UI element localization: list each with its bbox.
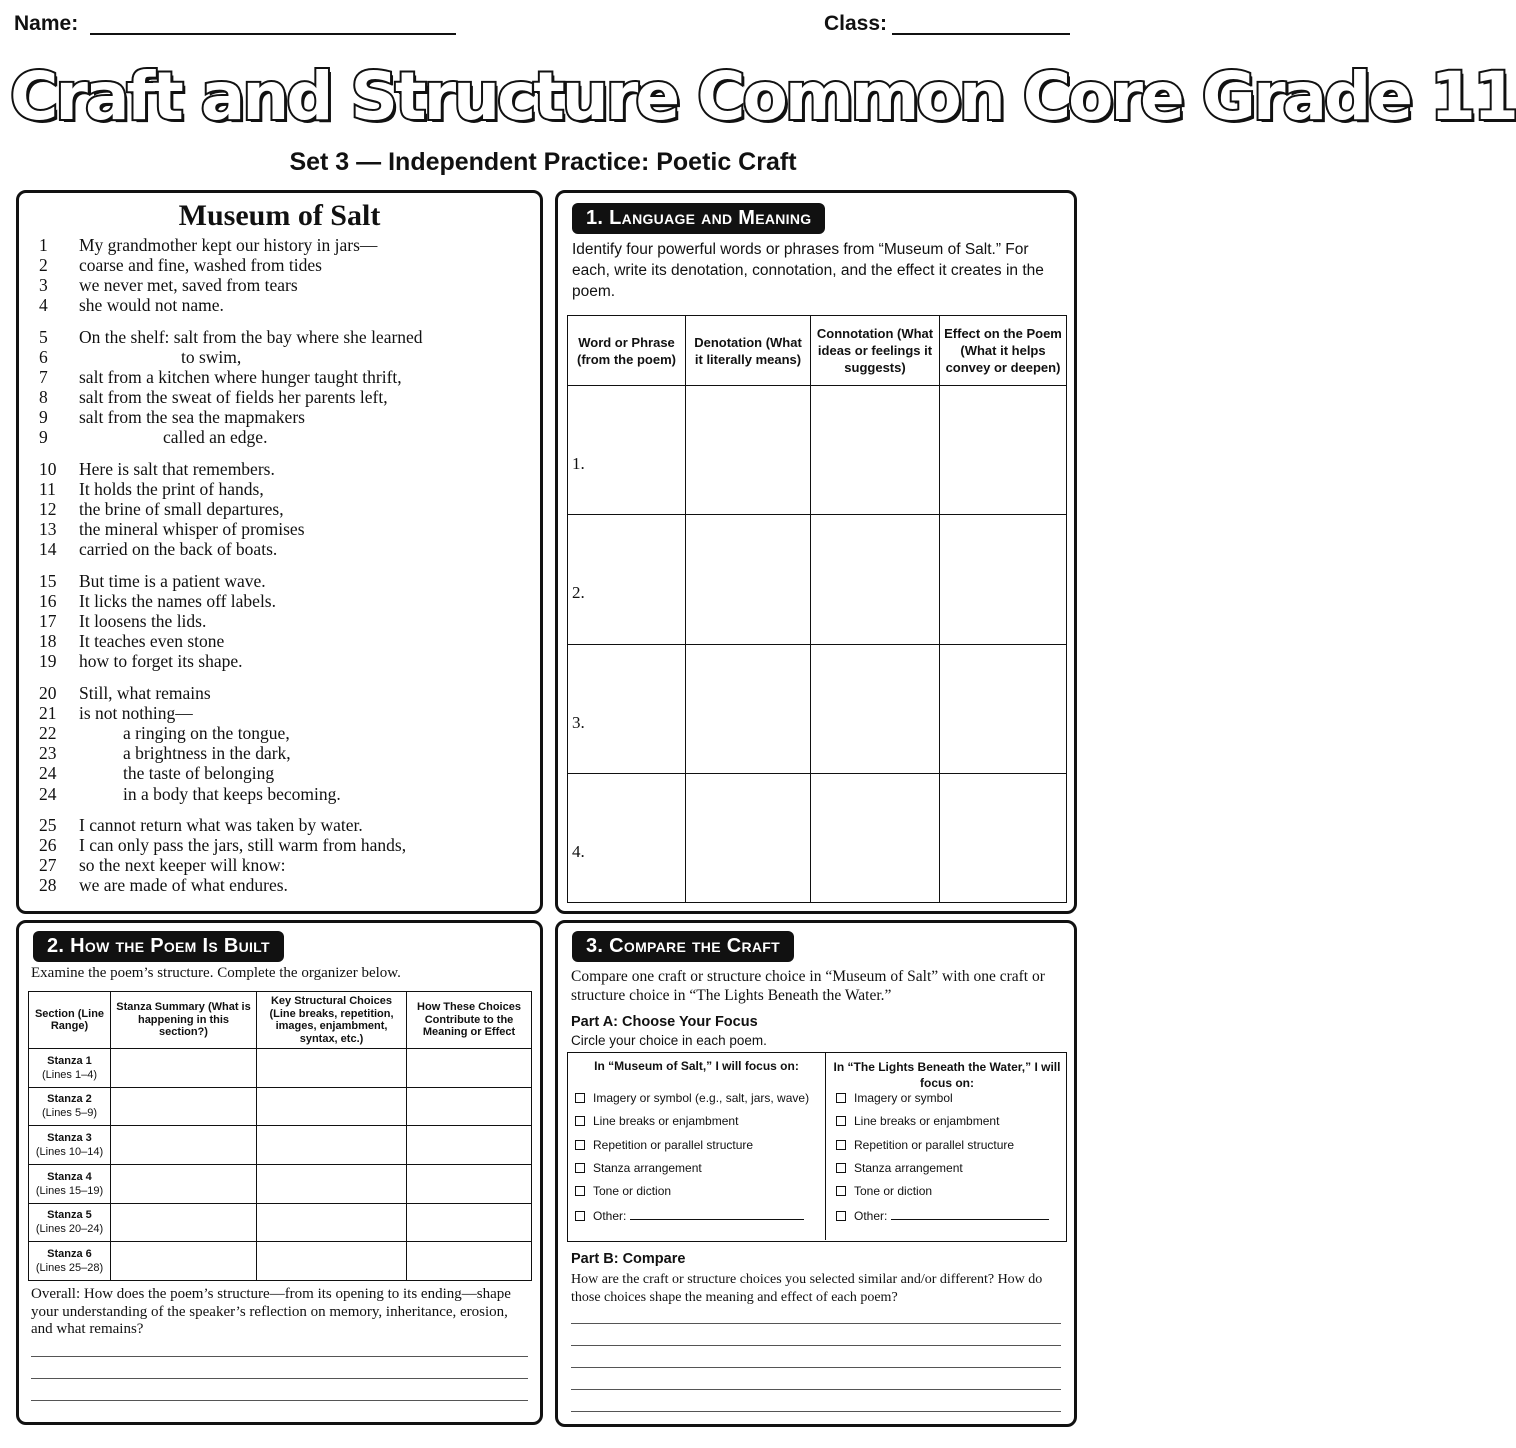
answer-cell[interactable] — [111, 1126, 257, 1165]
stanza-row-label: Stanza 1 (Lines 1–4) — [29, 1049, 111, 1088]
language-meaning-panel — [555, 190, 1077, 914]
part-b-title: Part B: Compare — [571, 1251, 686, 1267]
section3-heading: 3. Compare the Craft — [572, 931, 794, 962]
option-label: Stanza arrangement — [593, 1160, 702, 1175]
answer-cell[interactable] — [407, 1242, 532, 1281]
answer-cell[interactable] — [811, 773, 940, 902]
stanza-row-label: Stanza 5 (Lines 20–24) — [29, 1203, 111, 1242]
poem-line: is not nothing— — [79, 703, 193, 724]
poem-line: Still, what remains — [79, 683, 211, 703]
answer-cell[interactable] — [686, 515, 811, 644]
poem-line: Here is salt that remembers. — [79, 459, 275, 479]
line-number: 23 — [39, 743, 57, 764]
row-number: 2. — [568, 515, 686, 644]
checkbox-icon[interactable] — [836, 1186, 846, 1196]
poem-panel — [16, 190, 543, 914]
focus-option[interactable] — [836, 1161, 963, 1175]
worksheet-subtitle: Set 3 — Independent Practice: Poetic Craft — [289, 148, 797, 176]
poem-line: how to forget its shape. — [79, 651, 243, 672]
line-number: 14 — [39, 539, 57, 560]
col-word-phrase: Word or Phrase (from the poem) — [568, 316, 686, 386]
answer-line[interactable] — [571, 1389, 1061, 1390]
answer-cell[interactable] — [940, 644, 1067, 773]
answer-line[interactable] — [571, 1323, 1061, 1324]
line-number: 10 — [39, 459, 57, 479]
line-number: 15 — [39, 571, 57, 591]
poem-line: she would not name. — [79, 295, 224, 316]
poem-line: On the shelf: salt from the bay where she learned — [79, 326, 423, 347]
row-number: 1. — [568, 386, 686, 515]
structure-panel — [16, 920, 543, 1425]
checkbox-icon[interactable] — [575, 1093, 585, 1103]
other-blank[interactable] — [891, 1208, 1049, 1220]
answer-line[interactable] — [571, 1367, 1061, 1368]
answer-cell[interactable] — [686, 386, 811, 515]
checkbox-icon[interactable] — [836, 1116, 846, 1126]
answer-line[interactable] — [31, 1378, 528, 1379]
option-label: Imagery or symbol (e.g., salt, jars, wave) — [593, 1091, 810, 1105]
poem-line: the mineral whisper of promises — [79, 519, 305, 540]
answer-cell[interactable] — [257, 1164, 407, 1203]
answer-line[interactable] — [31, 1400, 528, 1401]
option-label: Line breaks or enjambment — [593, 1114, 739, 1129]
option-label: Tone or diction — [854, 1184, 933, 1199]
line-number: 17 — [39, 611, 57, 632]
answer-cell[interactable] — [811, 644, 940, 773]
answer-line[interactable] — [571, 1411, 1061, 1412]
line-number: 4 — [39, 295, 48, 316]
answer-cell[interactable] — [407, 1203, 532, 1242]
checkbox-icon[interactable] — [575, 1186, 585, 1196]
answer-cell[interactable] — [257, 1049, 407, 1088]
option-label: Tone or diction — [593, 1184, 672, 1199]
line-number: 24 — [39, 783, 57, 804]
line-number: 19 — [39, 651, 57, 672]
checkbox-icon[interactable] — [575, 1116, 585, 1126]
answer-cell[interactable] — [111, 1242, 257, 1281]
worksheet-title: Craft and Structure Common Core Grade 11 — [10, 58, 1516, 135]
focus-option[interactable] — [836, 1208, 1049, 1223]
part-a-title: Part A: Choose Your Focus — [571, 1014, 758, 1030]
checkbox-icon[interactable] — [836, 1140, 846, 1150]
divider — [825, 1053, 826, 1240]
poem-line: the brine of small departures, — [79, 499, 284, 520]
part-b-instructions: How are the craft or structure choices you selected similar and/or different? How do those choices shape the meaning and effect of each poem? — [571, 1272, 1043, 1305]
answer-cell[interactable] — [111, 1049, 257, 1088]
structure-organizer-table — [28, 991, 532, 1281]
answer-cell[interactable] — [111, 1087, 257, 1126]
line-number: 5 — [39, 326, 48, 347]
line-number: 27 — [39, 855, 57, 876]
focus-option[interactable] — [575, 1091, 809, 1105]
name-label: Name: — [14, 12, 79, 35]
checkbox-icon[interactable] — [836, 1163, 846, 1173]
focus-choice-box — [567, 1052, 1067, 1242]
option-label: Stanza arrangement — [854, 1160, 963, 1175]
checkbox-icon[interactable] — [575, 1163, 585, 1173]
answer-cell[interactable] — [407, 1164, 532, 1203]
line-number: 20 — [39, 683, 57, 703]
checkbox-icon[interactable] — [575, 1140, 585, 1150]
focus-option[interactable] — [836, 1138, 1014, 1152]
poem-line: a ringing on the tongue, — [123, 723, 290, 744]
col-summary: Stanza Summary (What is happening in this section?) — [111, 992, 257, 1049]
focus-option[interactable] — [836, 1114, 999, 1128]
answer-cell[interactable] — [940, 386, 1067, 515]
line-number: 11 — [39, 479, 56, 500]
class-label: Class: — [824, 12, 888, 35]
line-number: 9 — [39, 407, 48, 428]
option-label: Repetition or parallel structure — [854, 1137, 1015, 1152]
line-number: 3 — [39, 275, 48, 296]
focus-option[interactable] — [575, 1161, 702, 1175]
line-number: 13 — [39, 519, 57, 540]
line-number: 21 — [39, 703, 57, 724]
answer-cell[interactable] — [257, 1242, 407, 1281]
answer-cell[interactable] — [811, 515, 940, 644]
answer-cell[interactable] — [257, 1203, 407, 1242]
stanza-row-label: Stanza 3 (Lines 10–14) — [29, 1126, 111, 1165]
left-focus-header: In “Museum of Salt,” I will focus on: — [594, 1059, 799, 1073]
answer-cell[interactable] — [811, 386, 940, 515]
focus-option[interactable] — [836, 1091, 953, 1105]
option-label: Imagery or symbol — [854, 1091, 953, 1105]
row-number: 4. — [568, 773, 686, 902]
section1-heading: 1. Language and Meaning — [572, 203, 825, 234]
col-effect: Effect on the Poem (What it helps convey or deepen) — [940, 316, 1067, 386]
line-number: 26 — [39, 835, 57, 856]
line-number: 28 — [39, 875, 57, 896]
section3-instructions: Compare one craft or structure choice in “Museum of Salt” with one craft or structure choice in “The Lights Beneath the Water.” — [571, 968, 1045, 1004]
poem-line: salt from a kitchen where hunger taught thrift, — [79, 367, 402, 388]
answer-cell[interactable] — [686, 644, 811, 773]
answer-line[interactable] — [31, 1356, 528, 1357]
line-number: 9 — [39, 427, 48, 448]
language-meaning-table — [567, 315, 1067, 903]
poem-line: It loosens the lids. — [79, 611, 207, 632]
line-number: 1 — [39, 235, 48, 255]
poem-line: salt from the sea the mapmakers — [79, 407, 305, 428]
answer-line[interactable] — [571, 1345, 1061, 1346]
focus-option[interactable] — [575, 1114, 738, 1128]
poem-line: salt from the sweat of fields her parents left, — [79, 387, 388, 408]
row-number: 3. — [568, 644, 686, 773]
line-number: 18 — [39, 631, 57, 652]
poem-line: carried on the back of boats. — [79, 539, 278, 560]
poem-line: It teaches even stone — [79, 631, 225, 652]
line-number: 12 — [39, 499, 57, 520]
answer-cell[interactable] — [111, 1203, 257, 1242]
name-field[interactable] — [90, 33, 456, 35]
stanza-row-label: Stanza 6 (Lines 25–28) — [29, 1242, 111, 1281]
right-focus-header: In “The Lights Beneath the Water,” I will focus on: — [833, 1060, 1061, 1090]
focus-option[interactable] — [575, 1208, 804, 1223]
poem-line: coarse and fine, washed from tides — [79, 255, 322, 276]
answer-cell[interactable] — [407, 1087, 532, 1126]
answer-cell[interactable] — [111, 1164, 257, 1203]
focus-option[interactable] — [575, 1138, 753, 1152]
line-number: 8 — [39, 387, 48, 408]
line-number: 7 — [39, 367, 48, 388]
col-structural-choices: Key Structural Choices (Line breaks, repetition, images, enjambment, syntax, etc.) — [257, 992, 407, 1049]
answer-cell[interactable] — [940, 773, 1067, 902]
line-number: 6 — [39, 347, 48, 367]
poem-title: Museum of Salt — [178, 199, 381, 232]
answer-cell[interactable] — [257, 1126, 407, 1165]
section2-instructions: Examine the poem’s structure. Complete the organizer below. — [31, 965, 401, 981]
option-label: Other: — [593, 1208, 627, 1223]
checkbox-icon[interactable] — [836, 1093, 846, 1103]
option-label: Other: — [854, 1208, 888, 1223]
option-label: Line breaks or enjambment — [854, 1114, 1000, 1129]
col-section: Section (Line Range) — [29, 992, 111, 1049]
poem-line: in a body that keeps becoming. — [123, 783, 341, 804]
line-number: 16 — [39, 591, 57, 612]
stanza-row-label: Stanza 4 (Lines 15–19) — [29, 1164, 111, 1203]
line-number: 25 — [39, 815, 57, 836]
checkbox-icon[interactable] — [836, 1211, 846, 1221]
section1-instructions: Identify four powerful words or phrases from “Museum of Salt.” For each, write its denotation, connotation, and the effect it creates in the poem. — [572, 241, 1044, 300]
poem-line: called an edge. — [163, 427, 268, 448]
line-number: 2 — [39, 255, 48, 276]
poem-line: we never met, saved from tears — [79, 275, 298, 296]
poem-line: the taste of belonging — [123, 763, 275, 784]
other-blank[interactable] — [630, 1208, 804, 1220]
line-number: 22 — [39, 723, 57, 744]
line-number: 24 — [39, 763, 57, 784]
focus-option[interactable] — [575, 1184, 671, 1198]
col-contribution: How These Choices Contribute to the Meaning or Effect — [407, 992, 532, 1049]
checkbox-icon[interactable] — [575, 1211, 585, 1221]
col-denotation: Denotation (What it literally means) — [686, 316, 811, 386]
class-field[interactable] — [892, 33, 1070, 35]
answer-cell[interactable] — [407, 1126, 532, 1165]
poem-line: But time is a patient wave. — [79, 571, 266, 591]
poem-line: I can only pass the jars, still warm from hands, — [79, 835, 407, 856]
answer-cell[interactable] — [686, 773, 811, 902]
option-label: Repetition or parallel structure — [593, 1137, 754, 1152]
answer-cell[interactable] — [257, 1087, 407, 1126]
poem-line: It holds the print of hands, — [79, 479, 264, 500]
poem-line: we are made of what endures. — [79, 875, 288, 896]
section2-heading: 2. How the Poem Is Built — [33, 931, 284, 962]
poem-line: to swim, — [181, 347, 242, 367]
focus-option[interactable] — [836, 1184, 932, 1198]
answer-cell[interactable] — [407, 1049, 532, 1088]
part-a-instructions: Circle your choice in each poem. — [571, 1033, 767, 1048]
poem-line: My grandmother kept our history in jars— — [79, 235, 378, 255]
col-connotation: Connotation (What ideas or feelings it suggests) — [811, 316, 940, 386]
poem-line: It licks the names off labels. — [79, 591, 276, 612]
stanza-row-label: Stanza 2 (Lines 5–9) — [29, 1087, 111, 1126]
poem-line: I cannot return what was taken by water. — [79, 815, 363, 836]
overall-question: Overall: How does the poem’s structure—from its opening to its ending—shape your understanding of the speaker’s reflection on memory, inheritance, erosion, and what remains? — [31, 1286, 511, 1337]
poem-line: a brightness in the dark, — [123, 743, 291, 764]
compare-panel — [555, 920, 1077, 1427]
poem-line: so the next keeper will know: — [79, 855, 286, 876]
answer-cell[interactable] — [940, 515, 1067, 644]
